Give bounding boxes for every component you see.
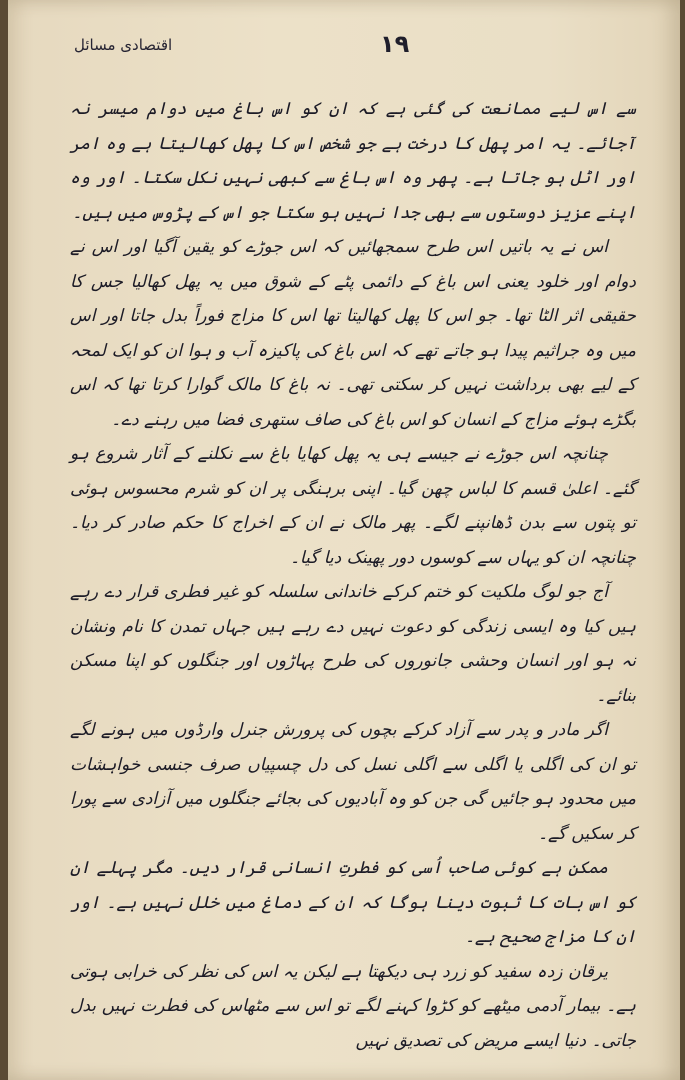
book-page bbox=[8, 0, 680, 1080]
paragraph: یرقان زدہ سفید کو زرد ہی دیکھتا ہے لیکن یہ اس کی نظر کی خرابی ہوتی ہے۔ بیمار آدمی میٹھے کو کڑوا کہنے لگے تو اس سے مٹھاس کی فطرت نہیں بدل جاتی۔ دنیا ایسے مریض کی تصدیق نہیں bbox=[70, 961, 636, 1051]
body-text bbox=[70, 92, 636, 1058]
paragraph: آج جو لوگ ملکیت کو ختم کرکے خاندانی سلسلہ کو غیر فطری قرار دے رہے ہیں کیا وہ ایسی زندگی کو دعوت نہیں دے رہے ہیں جہاں تمدن کا نام ونشان نہ ہو اور انسان وحشی جانوروں کی طرح پہاڑوں اور جنگلوں کو اپنا مسکن بنائے۔ bbox=[70, 582, 636, 706]
paragraph: سے اس لیے ممانعت کی گئی ہے کہ ان کو اس باغ میں دوام میسر نہ آجائے۔ یہ امر پھل کا درخت ہے جو شخص اس کا پھل کھالیتا ہے وہ امر اور اٹل ہو جاتا ہے۔ پھر وہ اس باغ سے کبھی نہیں نکل سکتا۔ اور وہ اپنے عزیز دوستوں سے بھی جدا نہیں ہو سکتا جو اس کے پڑوس میں ہیں۔ bbox=[70, 99, 636, 223]
paragraph: اس نے یہ باتیں اس طرح سمجھائیں کہ اس جوڑے کو یقین آگیا اور اس نے دوام اور خلود یعنی اس باغ کے دائمی پٹے کے شوق میں یہ پھل کھالیا جس کا حقیقی اثر الٹا تھا۔ جو اس کا پھل کھالیتا تھا اس کا مزاج فوراً بدل جاتا اور اس میں وہ جراثیم پیدا ہو جاتے تھے کہ اس باغ کی پاکیزہ آب و ہوا ان کو ایک لمحہ کے لیے بھی برداشت نہیں کر سکتی تھی۔ نہ باغ کا مالک گوارا کرتا تھا کہ اس بگڑے ہوئے مزاج کے انسان کو اس باغ کی صاف ستھری فضا میں رہنے دے۔ bbox=[70, 237, 637, 430]
paragraph: ممکن ہے کوئی صاحب اُسی کو فطرتِ انسانی قرار دیں۔ مگر پہلے ان کو اس بات کا ثبوت دینا ہوگا کہ ان کے دماغ میں خلل نہیں ہے۔ اور ان کا مزاج صحیح ہے۔ bbox=[70, 858, 636, 947]
running-title: اقتصادی مسائل bbox=[74, 36, 173, 54]
page-number: ١٩ bbox=[380, 30, 410, 58]
page-header bbox=[8, 30, 680, 70]
paragraph: چنانچہ اس جوڑے نے جیسے ہی یہ پھل کھایا باغ سے نکلنے کے آثار شروع ہو گئے۔ اعلیٰ قسم کا لباس چھن گیا۔ اپنی برہنگی پر ان کو شرم محسوس ہوئی تو پتوں سے بدن ڈھانپنے لگے۔ پھر مالک نے ان کے اخراج کا حکم صادر کر دیا۔ چنانچہ ان کو یہاں سے کوسوں دور پھینک دیا گیا۔ bbox=[70, 444, 636, 568]
paragraph: اگر مادر و پدر سے آزاد کرکے بچوں کی پرورش جنرل وارڈوں میں ہونے لگے تو ان کی اگلی یا اگلی سے اگلی نسل کی دل چسپیاں صرف جنسی خواہشات میں محدود ہو جائیں گی جن کو وہ آبادیوں کی بجائے جنگلوں میں آزادی سے پورا کر سکیں گے۔ bbox=[70, 720, 636, 844]
